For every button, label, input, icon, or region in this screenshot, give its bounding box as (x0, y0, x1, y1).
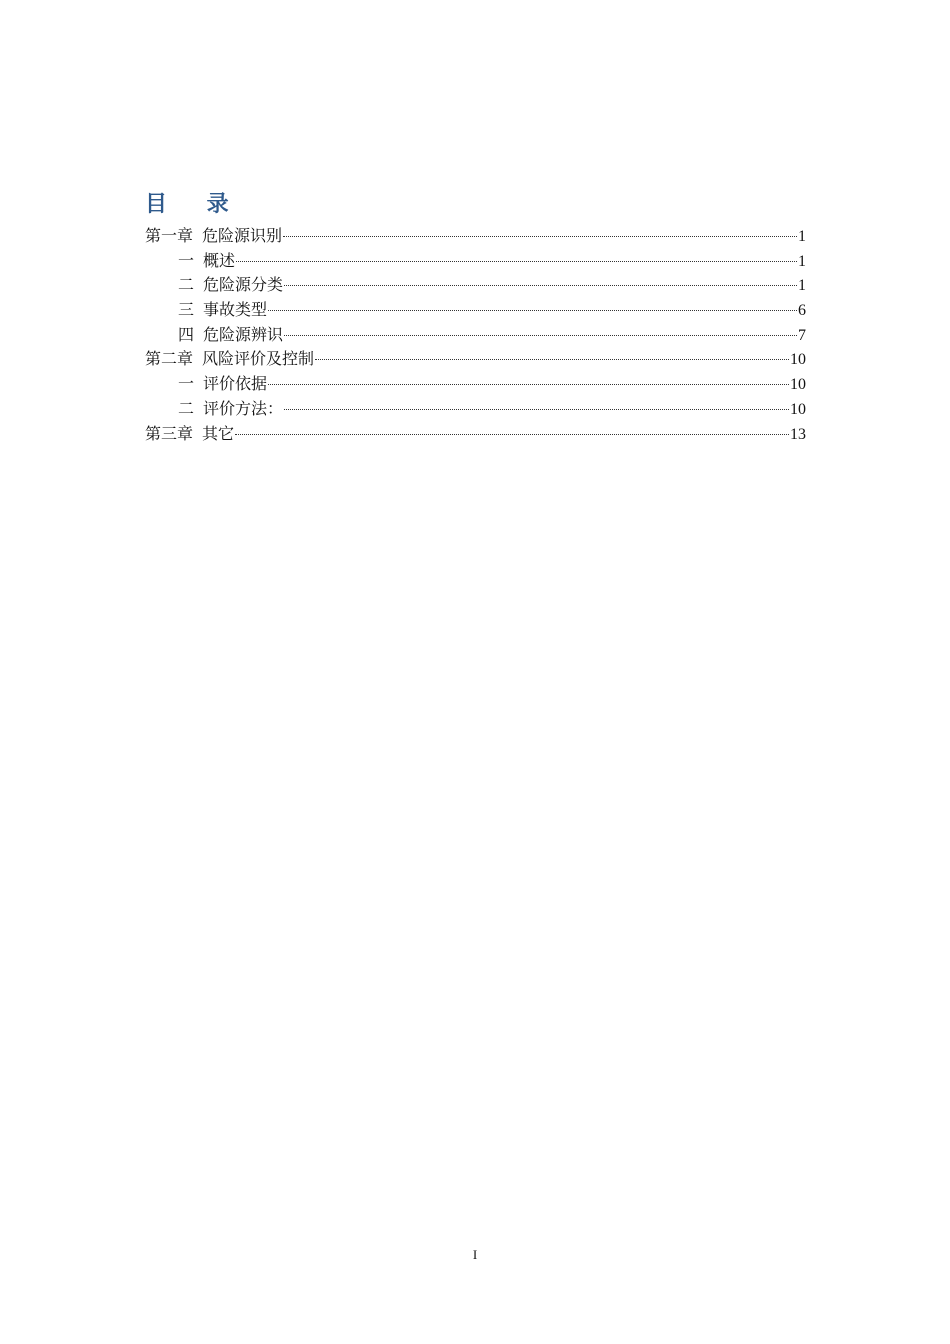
toc-leader-dots (268, 310, 797, 311)
toc-entry-chapter-1[interactable] (145, 224, 806, 249)
toc-entry-page: 1 (798, 228, 806, 245)
toc-entry-number: 二 (178, 398, 195, 418)
toc-entry-section-2-1[interactable] (145, 372, 806, 397)
toc-entry-page: 13 (790, 425, 806, 443)
toc-entry-section-1-1[interactable] (145, 249, 806, 274)
table-of-contents (145, 190, 806, 446)
toc-entry-number: 一 (178, 374, 195, 394)
toc-entry-number: 第二章 (145, 349, 194, 369)
toc-entry-page: 7 (798, 326, 806, 344)
toc-entry-page: 1 (798, 252, 806, 270)
toc-title: 目 录 (145, 192, 245, 217)
toc-entry-section-2-2[interactable] (145, 397, 806, 422)
toc-entry-section-1-2[interactable] (145, 273, 806, 298)
page-number: I (472, 1247, 478, 1262)
toc-entry-number: 三 (178, 300, 195, 320)
toc-leader-dots (284, 335, 797, 336)
toc-leader-dots (235, 434, 789, 435)
toc-entry-page: 10 (790, 376, 806, 394)
toc-leader-dots (283, 236, 797, 237)
toc-entry-title: 事故类型 (203, 300, 268, 320)
toc-entry-number: 第一章 (145, 226, 194, 245)
toc-entry-number: 第三章 (145, 423, 194, 443)
toc-leader-dots (236, 261, 797, 262)
toc-entry-page: 10 (790, 351, 806, 369)
toc-entry-title: 危险源分类 (203, 275, 284, 295)
toc-entry-number: 二 (178, 275, 195, 295)
toc-leader-dots (284, 285, 797, 286)
toc-entry-section-1-4[interactable] (145, 323, 806, 348)
toc-entry-title: 危险源识别 (202, 226, 283, 245)
toc-entry-title: 风险评价及控制 (202, 349, 315, 369)
toc-entry-page: 1 (798, 277, 806, 295)
toc-entry-title: 其它 (202, 423, 235, 443)
toc-list (145, 224, 806, 446)
toc-leader-dots (268, 384, 789, 385)
toc-entry-section-1-3[interactable] (145, 298, 806, 323)
toc-entry-title: 概述 (203, 250, 236, 270)
toc-entry-number: 一 (178, 250, 195, 270)
toc-entry-page: 6 (798, 302, 806, 320)
toc-leader-dots (315, 359, 789, 360)
toc-entry-chapter-3[interactable] (145, 422, 806, 447)
toc-entry-title: 评价方法： (203, 398, 284, 418)
toc-leader-dots (284, 409, 789, 410)
toc-entry-chapter-2[interactable] (145, 347, 806, 372)
toc-entry-title: 评价依据 (203, 374, 268, 394)
toc-entry-page: 10 (790, 400, 806, 418)
toc-entry-number: 四 (178, 324, 195, 344)
toc-entry-title: 危险源辨识 (203, 324, 284, 344)
